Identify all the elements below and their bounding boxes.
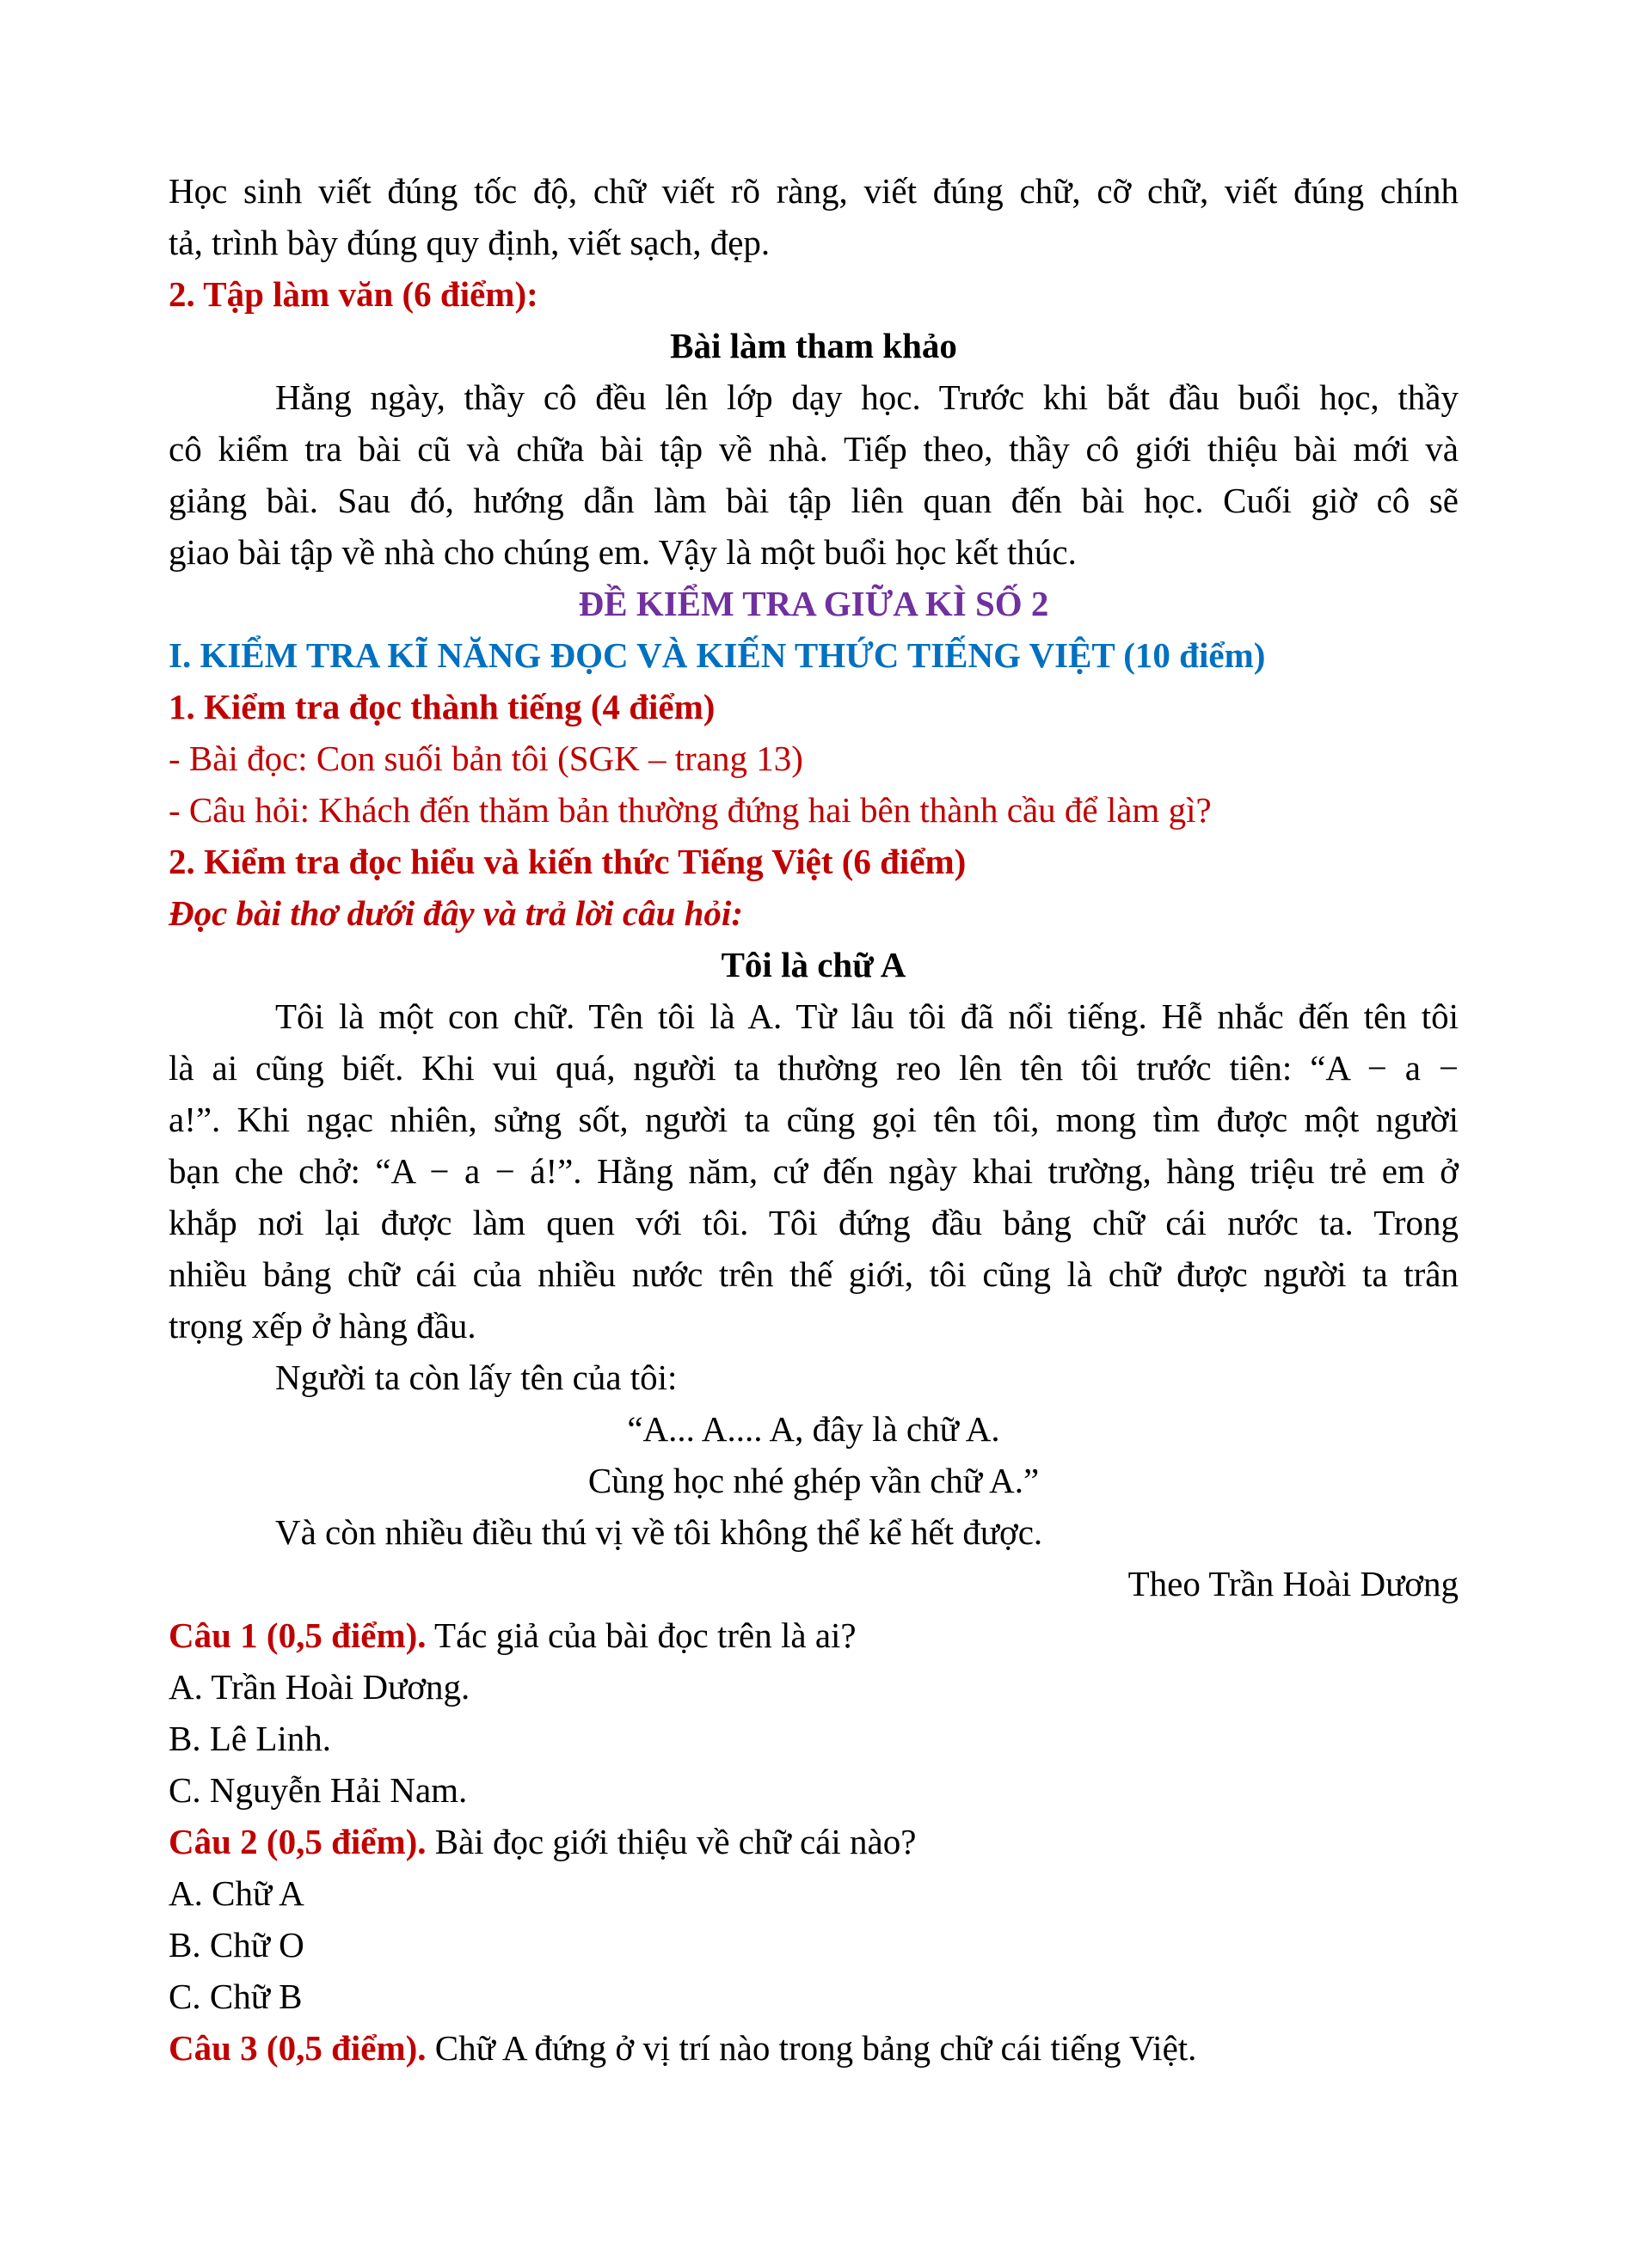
document-page bbox=[169, 165, 1459, 2074]
answer-option: A. Trần Hoài Dương. bbox=[169, 1667, 470, 1707]
passage-line: Tôi là một con chữ. Tên tôi là A. Từ lâu tôi đã nổi tiếng. Hễ nhắc đến tên tôi bbox=[275, 996, 1459, 1036]
question bbox=[169, 1816, 1459, 1867]
heading-tap-lam-van: 2. Tập làm văn (6 điểm): bbox=[169, 274, 538, 314]
poem-title: Tôi là chữ A bbox=[721, 945, 906, 984]
passage-line: bạn che chở: “A − a − á!”. Hằng năm, cứ đến ngày khai trường, hàng triệu trẻ em ở bbox=[169, 1151, 1459, 1191]
passage-line: Và còn nhiều điều thú vị về tôi không thể kể hết được. bbox=[275, 1512, 1043, 1552]
verse-line: “A... A.... A, đây là chữ A. bbox=[627, 1409, 1000, 1449]
passage-line: khắp nơi lại được làm quen với tôi. Tôi đứng đầu bảng chữ cái nước ta. Trong bbox=[169, 1203, 1459, 1242]
question-text: Bài đọc giới thiệu về chữ cái nào? bbox=[426, 1822, 917, 1861]
answer-option: C. Nguyễn Hải Nam. bbox=[169, 1770, 468, 1810]
question-label: Câu 2 (0,5 điểm). bbox=[169, 1822, 427, 1861]
essay-line: giảng bài. Sau đó, hướng dẫn làm bài tập liên quan đến bài học. Cuối giờ cô sẽ bbox=[169, 481, 1459, 520]
question bbox=[169, 1609, 1459, 1661]
answer-option: A. Chữ A bbox=[169, 1873, 304, 1913]
question-label: Câu 3 (0,5 điểm). bbox=[169, 2028, 427, 2068]
passage-line: nhiều bảng chữ cái của nhiều nước trên thế giới, tôi cũng là chữ được người ta trân bbox=[169, 1254, 1459, 1294]
intro-line: Học sinh viết đúng tốc độ, chữ viết rõ ràng, viết đúng chữ, cỡ chữ, viết đúng chính bbox=[169, 171, 1459, 211]
question-text: Tác giả của bài đọc trên là ai? bbox=[426, 1615, 857, 1655]
part-one-item: - Câu hỏi: Khách đến thăm bản thường đứng hai bên thành cầu để làm gì? bbox=[169, 790, 1212, 830]
essay-title: Bài làm tham khảo bbox=[670, 326, 957, 365]
answer-option: B. Lê Linh. bbox=[169, 1719, 332, 1758]
question-text: Chữ A đứng ở vị trí nào trong bảng chữ cái tiếng Việt. bbox=[426, 2028, 1197, 2068]
essay-line: giao bài tập về nhà cho chúng em. Vậy là một buổi học kết thúc. bbox=[169, 532, 1077, 572]
intro-line: tả, trình bày đúng quy định, viết sạch, đẹp. bbox=[169, 223, 771, 262]
section-one-heading: I. KIỂM TRA KĨ NĂNG ĐỌC VÀ KIẾN THỨC TIẾNG VIỆT (10 điểm) bbox=[169, 635, 1266, 675]
question bbox=[169, 2022, 1459, 2074]
essay-line: Hằng ngày, thầy cô đều lên lớp dạy học. Trước khi bắt đầu buổi học, thầy bbox=[275, 377, 1459, 417]
part-two-heading: 2. Kiểm tra đọc hiểu và kiến thức Tiếng Việt (6 điểm) bbox=[169, 842, 967, 881]
essay-line: cô kiểm tra bài cũ và chữa bài tập về nhà. Tiếp theo, thầy cô giới thiệu bài mới và bbox=[169, 429, 1459, 469]
attribution: Theo Trần Hoài Dương bbox=[1127, 1564, 1459, 1603]
question-label: Câu 1 (0,5 điểm). bbox=[169, 1615, 427, 1655]
part-one-heading: 1. Kiểm tra đọc thành tiếng (4 điểm) bbox=[169, 687, 716, 726]
answer-option: C. Chữ B bbox=[169, 1977, 303, 2016]
part-one-item: - Bài đọc: Con suối bản tôi (SGK – trang 13) bbox=[169, 739, 803, 778]
verse-line: Cùng học nhé ghép vần chữ A.” bbox=[587, 1461, 1040, 1500]
passage-line: là ai cũng biết. Khi vui quá, người ta thường reo lên tên tôi trước tiên: “A − a − bbox=[169, 1048, 1459, 1088]
passage-line: a!”. Khi ngạc nhiên, sửng sốt, người ta cũng gọi tên tôi, mong tìm được một người bbox=[169, 1100, 1459, 1139]
instruction: Đọc bài thơ dưới đây và trả lời câu hỏi: bbox=[169, 893, 743, 933]
answer-option: B. Chữ O bbox=[169, 1925, 304, 1965]
exam-title: ĐỀ KIỂM TRA GIỮA KÌ SỐ 2 bbox=[578, 584, 1049, 623]
passage-line: Người ta còn lấy tên của tôi: bbox=[275, 1358, 678, 1397]
passage-line: trọng xếp ở hàng đầu. bbox=[169, 1306, 476, 1345]
